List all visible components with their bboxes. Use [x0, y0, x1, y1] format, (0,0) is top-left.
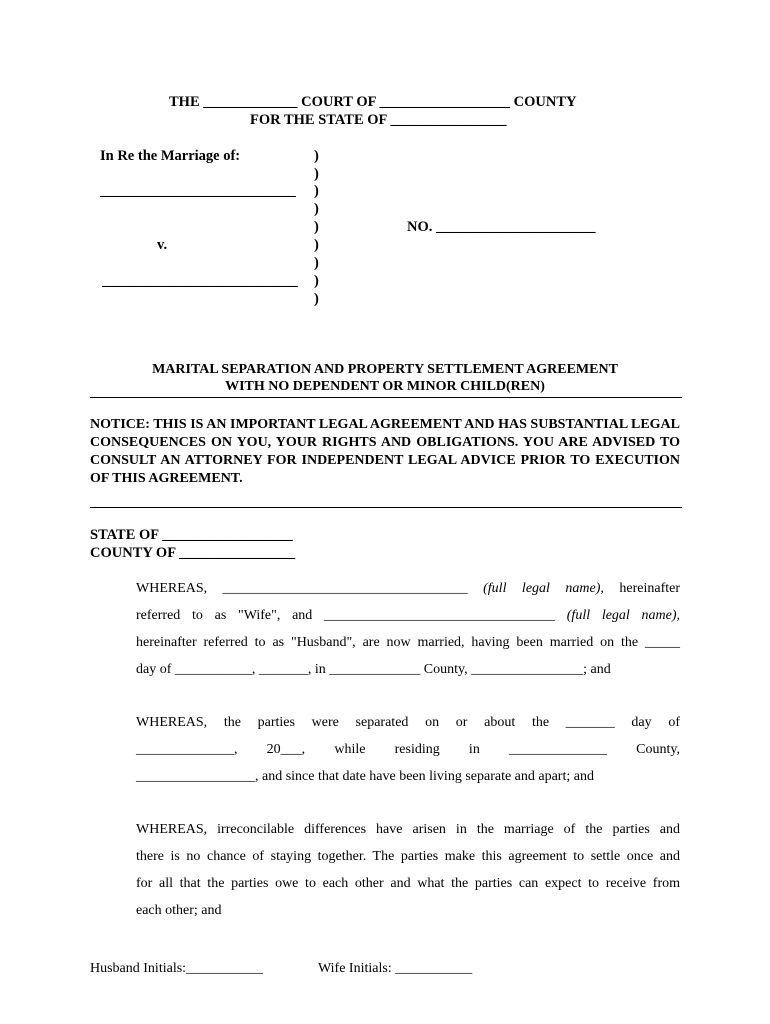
whereas-differences-paragraph	[136, 816, 680, 924]
paren-mark: )	[314, 273, 319, 289]
whereas-marriage-paragraph	[136, 575, 680, 683]
text-segment: referred to as "Wife", and _________________________________	[136, 608, 556, 623]
paren-mark: )	[314, 183, 319, 199]
paragraph-line: ______________, 20___, while residing in ______________ County,	[136, 742, 680, 757]
case-number: NO. ______________________	[407, 219, 596, 235]
paragraph-line: WHEREAS, irreconcilable differences have arisen in the marriage of the parties and	[136, 822, 680, 837]
agreement-title-line-1: MARITAL SEPARATION AND PROPERTY SETTLEMENT AGREEMENT	[152, 362, 618, 377]
agreement-title-line-2: WITH NO DEPENDENT OR MINOR CHILD(REN)	[225, 379, 545, 394]
paragraph-line: _________________, and since that date have been living separate and apart; and	[136, 769, 594, 784]
paren-mark: )	[314, 291, 319, 307]
wife-initials: Wife Initials: ___________	[318, 961, 473, 976]
versus-label: v.	[157, 237, 168, 253]
paragraph-line	[136, 575, 680, 602]
text-segment: (full legal name),	[566, 608, 681, 623]
venue-state: STATE OF __________________	[90, 527, 293, 543]
state-heading: FOR THE STATE OF ________________	[250, 112, 507, 128]
paragraph-line: for all that the parties owe to each other and what the parties can expect to receive from	[136, 876, 680, 891]
whereas-separation-paragraph	[136, 709, 680, 790]
text-segment: (full legal name),	[483, 581, 604, 596]
paren-mark: )	[314, 201, 319, 217]
husband-initials: Husband Initials:___________	[90, 961, 264, 976]
paren-mark: )	[314, 237, 319, 253]
text-segment: hereinafter	[619, 581, 681, 596]
paragraph-line: each other; and	[136, 903, 222, 918]
text-segment: WHEREAS, ___________________________________	[136, 581, 468, 596]
notice-divider	[90, 507, 682, 508]
paragraph-line: there is no chance of staying together. The parties make this agreement to settle once and	[136, 849, 680, 864]
paren-mark: )	[314, 219, 319, 235]
legal-notice: NOTICE: THIS IS AN IMPORTANT LEGAL AGREEMENT AND HAS SUBSTANTIAL LEGAL CONSEQUENCES ON YOU, YOUR RIGHTS AND OBLIGATIONS. YOU ARE ADVISED TO CONSULT AN ATTORNEY FOR INDEPENDENT LEGAL ADVICE PRIOR TO EXECUTION OF THIS AGREEMENT.	[90, 417, 680, 486]
paren-mark: )	[314, 148, 319, 164]
court-heading: THE _____________ COURT OF __________________ COUNTY	[169, 94, 577, 110]
title-divider	[90, 397, 682, 398]
paren-mark: )	[314, 255, 319, 271]
in-re-label: In Re the Marriage of:	[100, 148, 241, 164]
party-two-blank: ___________________________	[102, 273, 298, 289]
venue-county: COUNTY OF ________________	[90, 545, 296, 561]
paragraph-line: hereinafter referred to as "Husband", are now married, having been married on the _____	[136, 635, 680, 650]
paren-mark: )	[314, 166, 319, 182]
paragraph-line: day of ___________, _______, in _____________ County, ________________; and	[136, 662, 611, 677]
party-one-blank: ___________________________	[100, 183, 296, 199]
paragraph-line	[136, 602, 680, 629]
paragraph-line: WHEREAS, the parties were separated on or about the _______ day of	[136, 715, 680, 730]
